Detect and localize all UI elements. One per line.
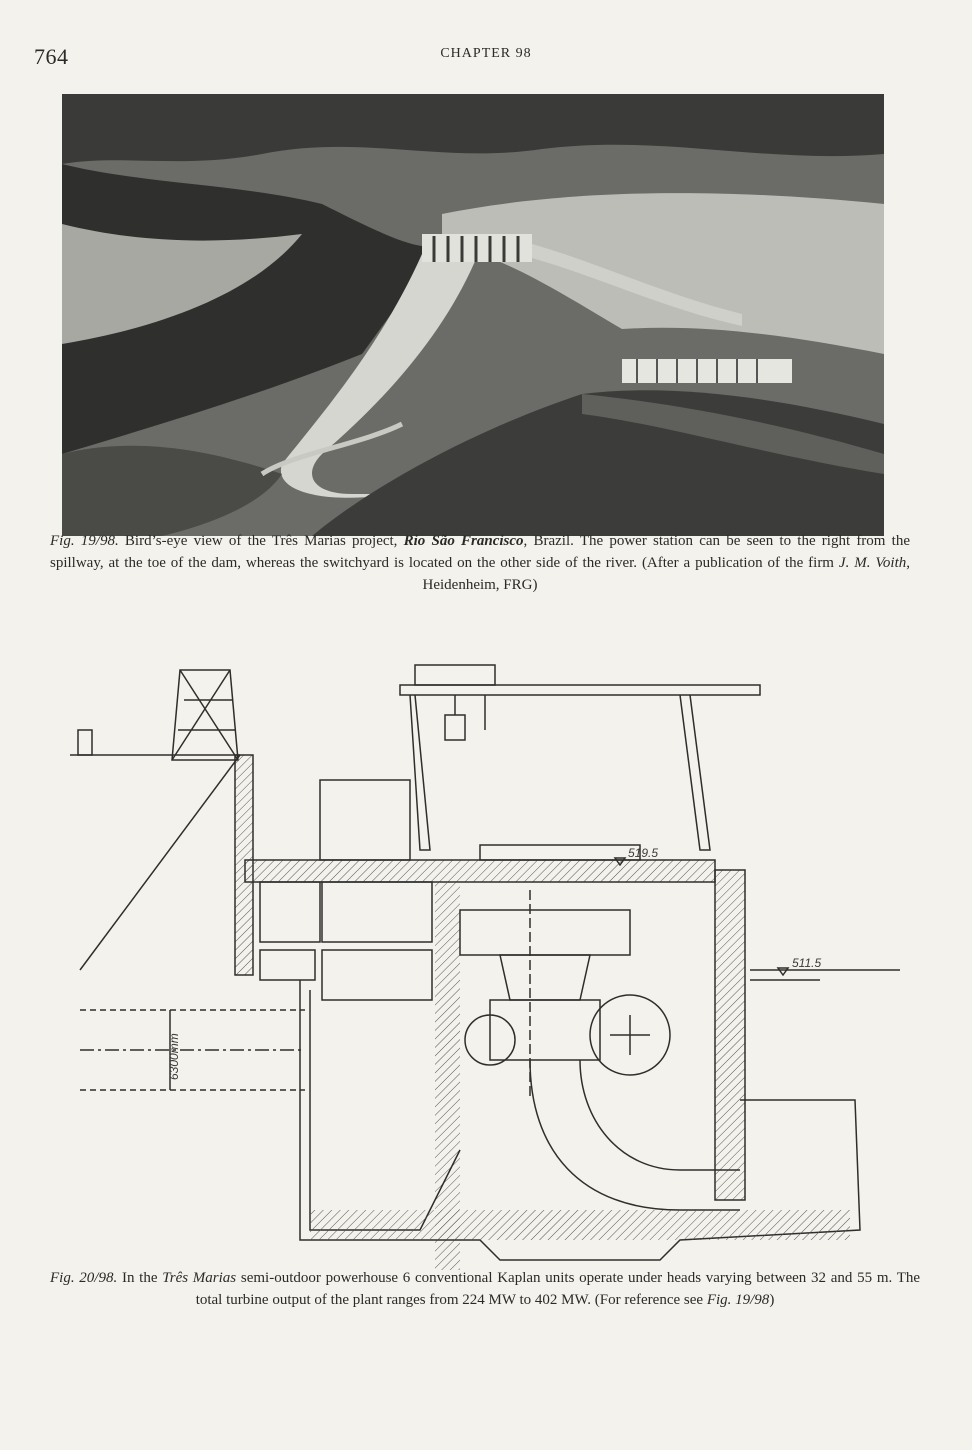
upper-level-label: 519.5 <box>628 846 659 860</box>
aerial-photo <box>62 94 884 536</box>
running-head: CHAPTER 98 <box>440 46 532 61</box>
figure-20-caption: Fig. 20/98. In the Três Marias semi-outdoor powerhouse 6 conventional Kaplan units operate under heads varying between 32 and 55 m. The total turbine output of the plant ranges from 224 MW to 402 MW. (For reference see Fig. 19/98) <box>50 1270 921 1308</box>
powerhouse-cross-section <box>60 650 910 1270</box>
diameter-label: 6300mm <box>167 1033 181 1080</box>
firm-name: J. M. Voith <box>838 555 907 571</box>
project-name: Três Marias <box>162 1270 237 1286</box>
river-name: Rio São Francisco <box>403 533 524 549</box>
figure-19-caption: Fig. 19/98. Bird’s-eye view of the Três Marias project, Rio São Francisco, Brazil. The power station can be seen to the right from the spillway, at the toe of the dam, whereas the switchyard is located on the other side of the river. (After a publication of the firm J. M. Voith, Heidenheim, FRG) <box>50 533 910 593</box>
figure-20-label: Fig. 20/98. <box>50 1270 118 1286</box>
figure-19-label: Fig. 19/98. <box>50 533 119 549</box>
figure-reference: Fig. 19/98 <box>706 1292 770 1308</box>
tailwater-level-label: 511.5 <box>792 956 822 970</box>
page-number: 764 <box>34 44 69 69</box>
